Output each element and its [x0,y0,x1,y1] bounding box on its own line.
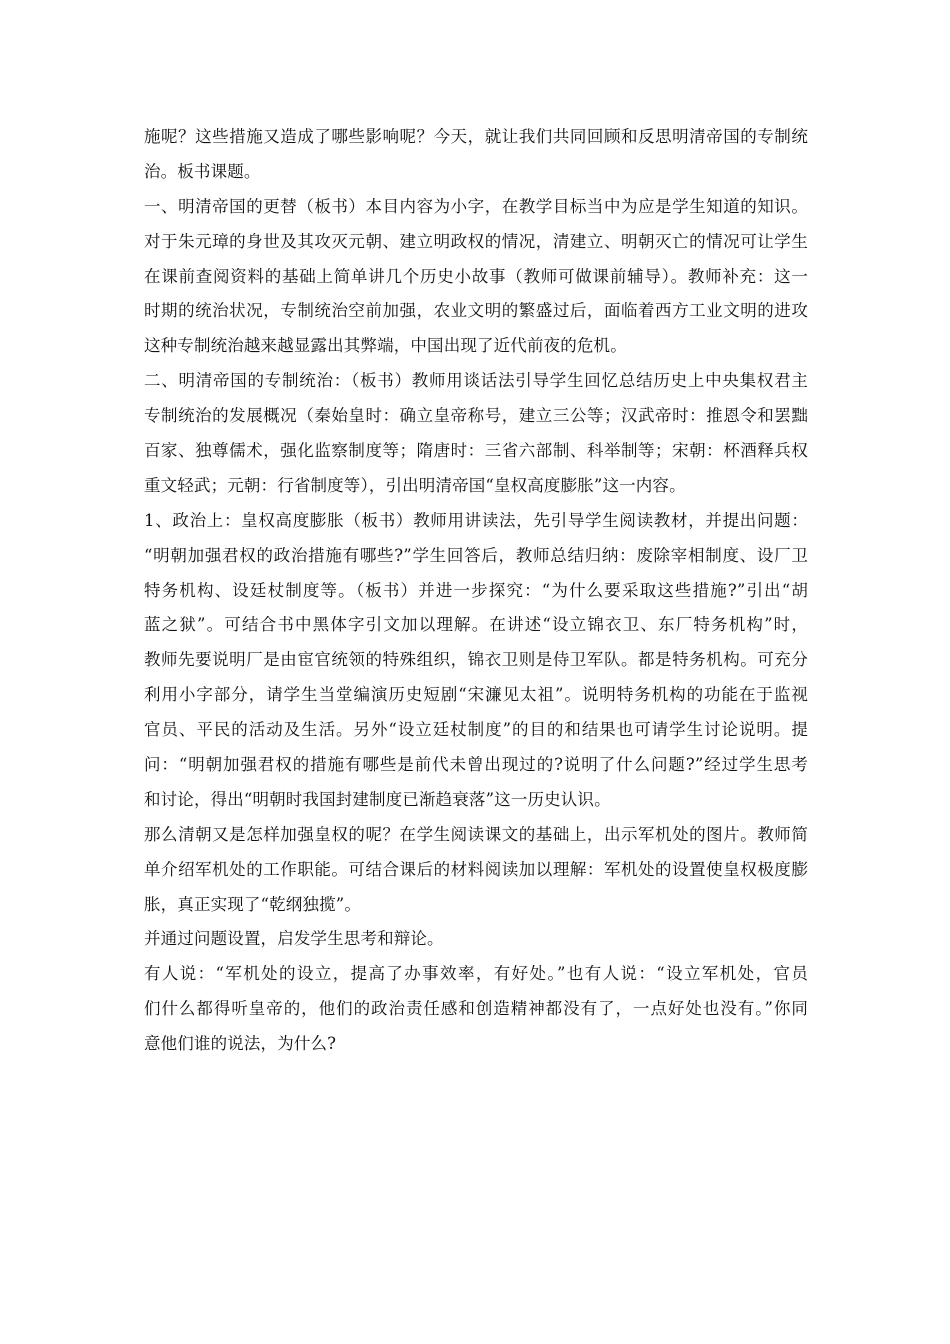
text-line: 蓝之狱”。可结合书中黑体字引文加以理解。在讲述“设立锦衣卫、东厂特务机构”时， [144,615,808,635]
text-line: 治。板书课题。 [144,161,261,181]
document-body [144,120,808,1062]
text-line: 重文轻武；元朝：行省制度等），引出明清帝国“皇权高度膨胀”这一内容。 [144,475,686,495]
text-line: 胀，真正实现了“乾纲独揽”。 [144,894,361,914]
text-line: 问：“明朝加强君权的措施有哪些是前代未曾出现过的?说明了什么问题?”经过学生思考 [144,755,808,775]
text-line: 二、明清帝国的专制统治：（板书）教师用谈话法引导学生回忆总结历史上中央集权君主 [144,371,808,391]
text-line: 这种专制统治越来越显露出其弊端，中国出现了近代前夜的危机。 [144,336,627,356]
text-line: 百家、独尊儒术，强化监察制度等；隋唐时：三省六部制、科举制等；宋朝：杯酒释兵权 [144,441,808,461]
text-line: 对于朱元璋的身世及其攻灭元朝、建立明政权的情况，清建立、明朝灭亡的情况可让学生 [144,231,808,251]
text-line: 有人说：“军机处的设立，提高了办事效率，有好处。”也有人说：“设立军机处，官员 [144,964,808,984]
text-line: 1、政治上：皇权高度膨胀（板书）教师用讲读法，先引导学生阅读教材，并提出问题： [144,510,808,530]
text-line: 单介绍军机处的工作职能。可结合课后的材料阅读加以理解：军机处的设置使皇权极度膨 [144,859,808,879]
text-line: 那么清朝又是怎样加强皇权的呢？在学生阅读课文的基础上，出示军机处的图片。教师简 [144,824,808,844]
text-line: 利用小字部分，请学生当堂编演历史短剧“宋濂见太祖”。说明特务机构的功能在于监视 [144,685,808,705]
text-line: 施呢？这些措施又造成了哪些影响呢？今天，就让我们共同回顾和反思明清帝国的专制统 [144,127,808,146]
text-line: 专制统治的发展概况（秦始皇时：确立皇帝称号，建立三公等；汉武帝时：推恩令和罢黜 [144,406,808,426]
text-line: 官员、平民的活动及生活。另外“设立廷杖制度”的目的和结果也可请学生讨论说明。提 [144,720,808,740]
text-line: 意他们谁的说法，为什么? [144,1034,337,1054]
text-line: 特务机构、设廷杖制度等。（板书）并进一步探究：“为什么要采取这些措施?”引出“胡 [144,580,808,600]
text-line: 们什么都得听皇帝的，他们的政治责任感和创造精神都没有了，一点好处也没有。”你同 [144,999,808,1019]
text-line: 在课前查阅资料的基础上简单讲几个历史小故事（教师可做课前辅导）。教师补充：这一 [144,266,808,286]
text-line: 并通过问题设置，启发学生思考和辩论。 [144,929,444,949]
text-line: 教师先要说明厂是由宦官统领的特殊组织，锦衣卫则是侍卫军队。都是特务机构。可充分 [144,650,808,670]
text-line: 时期的统治状况，专制统治空前加强，农业文明的繁盛过后，面临着西方工业文明的进攻 [144,301,808,321]
text-line: 一、明清帝国的更替（板书）本目内容为小字，在教学目标当中为应是学生知道的知识。 [144,196,808,216]
text-line: “明朝加强君权的政治措施有哪些?”学生回答后，教师总结归纳：废除宰相制度、设厂卫 [144,545,808,565]
text-line: 和讨论，得出“明朝时我国封建制度已渐趋衰落”这一历史认识。 [144,789,611,809]
